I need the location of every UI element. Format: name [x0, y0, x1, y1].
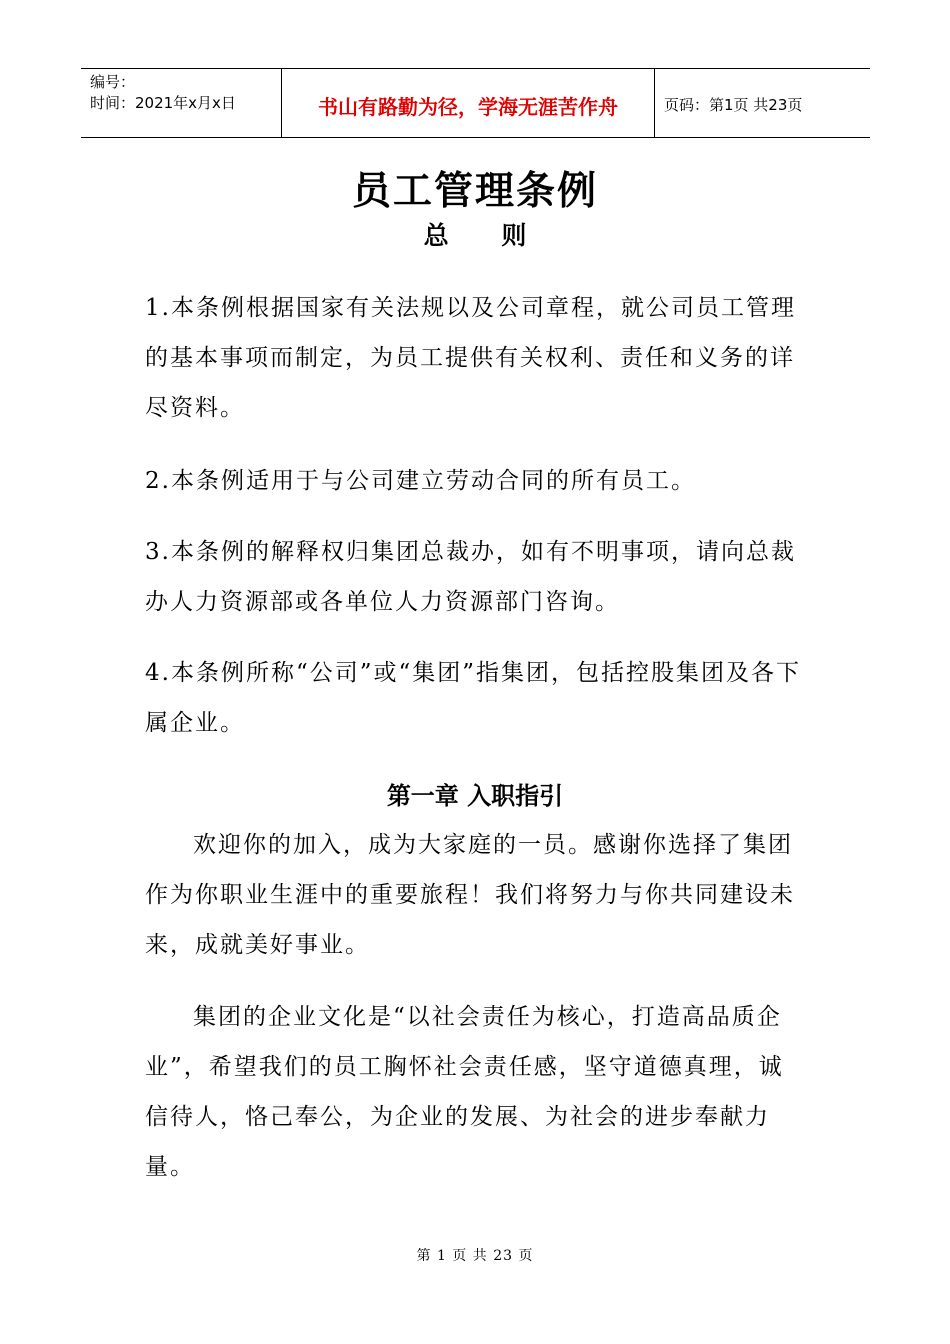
document-title: 员工管理条例 [351, 169, 598, 214]
document-date-label: 时间：2021年x月x日 [90, 94, 236, 112]
chapter-paragraph-2: 集团的企业文化是“以社会责任为核心，打造高品质企业”，希望我们的员工胸怀社会责任感，坚守道德真理，诚信待人，恪己奉公，为企业的发展、为社会的进步奉献力量。 [145, 1004, 784, 1180]
general-paragraph-4: 4.本条例所称“公司”或“集团”指集团，包括控股集团及各下属企业。 [145, 660, 801, 736]
document-header [81, 68, 870, 138]
general-paragraph-1: 1.本条例根据国家有关法规以及公司章程，就公司员工管理的基本事项而制定，为员工提供有关权利、责任和义务的详尽资料。 [145, 295, 796, 421]
general-paragraph-2: 2.本条例适用于与公司建立劳动合同的所有员工。 [145, 468, 696, 494]
header-meta [81, 69, 282, 137]
document-number-label: 编号： [90, 73, 136, 91]
header-motto-cell [282, 69, 655, 137]
general-paragraph-3: 3.本条例的解释权归集团总裁办，如有不明事项，请向总裁办人力资源部或各单位人力资源部门咨询。 [145, 539, 796, 615]
header-motto: 书山有路勤为径，学海无涯苦作舟 [318, 94, 618, 119]
section-title: 总 则 [423, 221, 549, 250]
page-footer: 第 1 页 共 23 页 [416, 1248, 534, 1264]
chapter-title: 第一章 入职指引 [386, 782, 564, 810]
chapter-paragraph-1: 欢迎你的加入，成为大家庭的一员。感谢你选择了集团作为你职业生涯中的重要旅程！我们将努力与你共同建设未来，成就美好事业。 [145, 832, 795, 958]
header-page-info: 页码：第1页 共23页 [664, 95, 803, 114]
